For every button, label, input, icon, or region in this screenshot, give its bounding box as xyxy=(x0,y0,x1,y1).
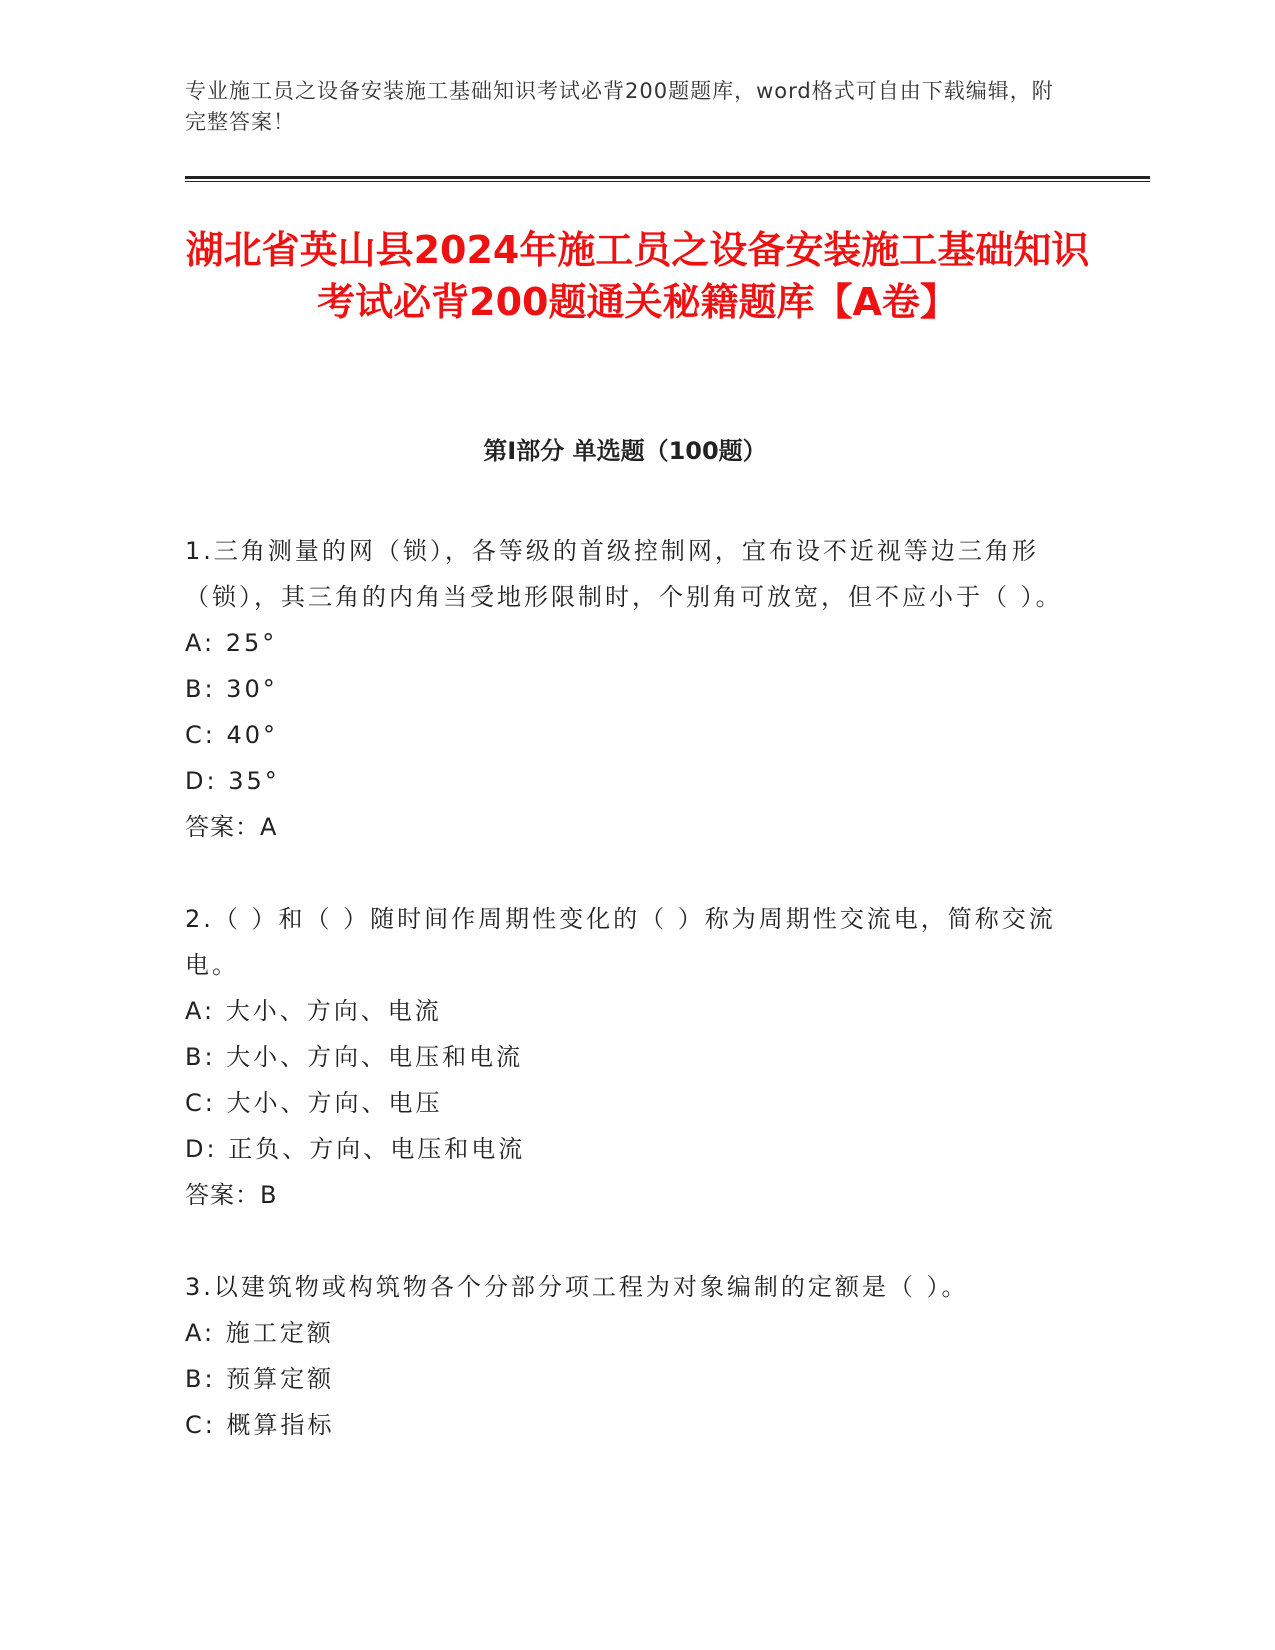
question-3 xyxy=(185,1264,1065,1448)
question-list xyxy=(185,528,1065,1494)
option-d: D: 正负、方向、电压和电流 xyxy=(185,1135,526,1163)
header-note: 专业施工员之设备安装施工基础知识考试必背200题题库，word格式可自由下载编辑，附完整答案！ xyxy=(185,79,1054,134)
header-rule-thick xyxy=(185,176,1150,179)
option-a: A: 25° xyxy=(185,629,278,657)
question-2 xyxy=(185,896,1065,1218)
option-d: D: 35° xyxy=(185,767,280,795)
question-stem: 1.三角测量的网（锁），各等级的首级控制网，宜布设不近视等边三角形（锁），其三角的内角当受地形限制时，个别角可放宽，但不应小于（ ）。 xyxy=(185,537,1063,611)
option-c: C: 大小、方向、电压 xyxy=(185,1089,443,1117)
section-heading: 第I部分 单选题（100题） xyxy=(483,437,767,465)
option-b: B: 30° xyxy=(185,675,278,703)
option-a: A: 大小、方向、电流 xyxy=(185,997,442,1025)
document-title: 湖北省英山县2024年施工员之设备安装施工基础知识考试必背200题通关秘籍题库【A卷】 xyxy=(185,228,1090,324)
question-1 xyxy=(185,528,1065,850)
question-stem: 3.以建筑物或构筑物各个分部分项工程为对象编制的定额是（ ）。 xyxy=(185,1273,969,1301)
option-a: A: 施工定额 xyxy=(185,1319,334,1347)
option-b: B: 预算定额 xyxy=(185,1365,335,1393)
option-b: B: 大小、方向、电压和电流 xyxy=(185,1043,524,1071)
answer-line: 答案：B xyxy=(185,1181,278,1209)
option-c: C: 40° xyxy=(185,721,279,749)
option-c: C: 概算指标 xyxy=(185,1411,335,1439)
question-stem: 2.（ ）和（ ）随时间作周期性变化的（ ）称为周期性交流电，简称交流电。 xyxy=(185,905,1056,979)
header-rule-thin xyxy=(185,181,1150,182)
answer-line: 答案：A xyxy=(185,813,278,841)
